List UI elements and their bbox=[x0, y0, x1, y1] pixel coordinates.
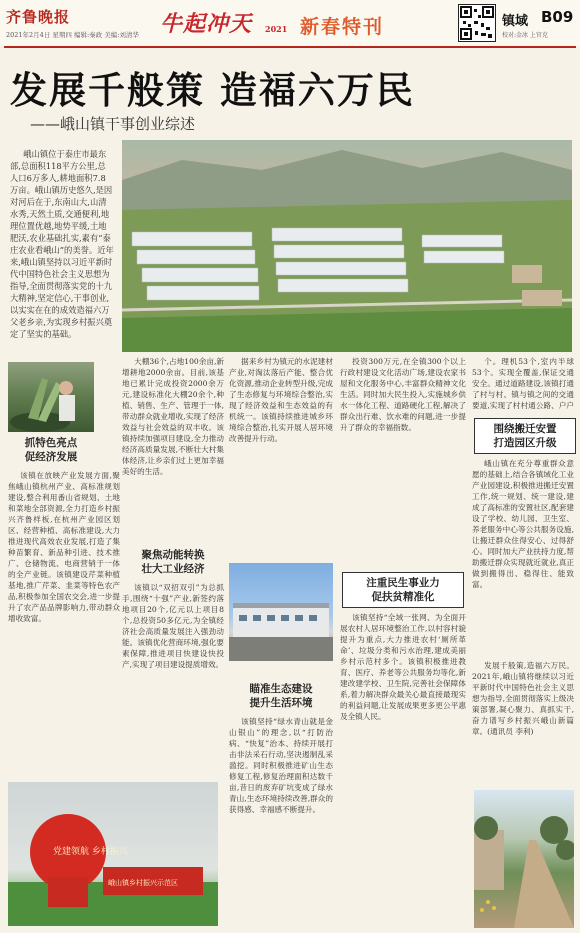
festival-banner bbox=[150, 3, 440, 43]
page-number: B09 bbox=[541, 8, 574, 26]
column5-text-middle: 峨山镇在充分尊重群众意愿的基础上,结合各镇域化工业产业园建设,积极推进搬迁安置工作,统一规划、统一建设,建成了高标准的安置社区,配套建设了学校、幼儿园、卫生室、养老服务中心等公共服务设施,让搬迁群众住得安心、过得舒心。同时加大产业扶持力度,帮助搬迁群众实现就近就业,真正做到搬得出、稳得住、能致富。 bbox=[472, 459, 574, 589]
column2-text-bottom: 该镇以“双招双引”为总抓手,围绕“十强”产业,新签约落地项目20个,亿元以上项目8个,总投资50多亿元,为全镇经济社会高质量发展注入强劲动能。该镇优化营商环境,强化要素保障,推进项目快建设快投产,实现了项目建设提质增效。 bbox=[122, 583, 224, 669]
column4-text-top: 投资300万元,在全镇300个以上行政村建设文化活动广场,建设农家书屋和文化服务中心,丰富群众精神文化生活。同时加大民生投入,实施城乡供水一体化工程、道路硬化工程,解决了群众出行难、饮水难的问题,进一步提升了群众的幸福指数。 bbox=[340, 357, 466, 432]
column3-text-bottom: 该镇坚持“绿水青山就是金山银山”的理念,以“打防治病、“快复”治本、持续开展打击非法采石行动,坚决遏制乱采滥挖。同时积极推进矿山生态修复工程,修复治理面积达数千亩,昔日的废弃矿坑变成了绿水青山,生态环境持续改善,群众的获得感、幸福感不断提升。 bbox=[229, 717, 333, 814]
sidebar-title-line1: 抓特色亮点 bbox=[24, 437, 78, 449]
article-intro: 峨山镇位于泰庄市最东部,总面积118平方公里,总人口6万多人,耕地面积7.8万亩。峨山镇历史悠久,是因对河后在于,东南山大,山清水秀,天然土质,交通便利,地理位置优越,地势平缓,土地肥沃,农业基础扎实,素有“泰庄农业看峨山”的美誉。近年来,峨山镇坚持以习近平新时代中国特色社会主义思想为指导,全面贯彻落实党的十九大精神,坚定信心,干事创业,以实实在在的成效造福六万父老乡亲,为实现乡村振兴奠定了坚实的基础。 bbox=[10, 149, 114, 339]
qr-code-icon bbox=[458, 4, 496, 42]
section-name: 镇域 bbox=[502, 14, 529, 29]
masthead bbox=[0, 0, 580, 46]
banner-year: 2021 bbox=[265, 24, 288, 34]
column1-text: 该镇在放映产业发展方面,聚焦峨山镇杭州产业、高标准规划建设,整合利用番山省规划、土地和菜地全部资源,全力打造乡村振兴齐鲁样板,在杭州产业园区划区、经营种植、高标准建设,大力推进现代高效农业发展,打造了集种苗繁育、新品种引进、技术推广、仓储物流、电商营销于一体的全产业链。该镇建设芹菜种植基地,推广芹菜、韭菜等特色农产品,积极参加全国农交会,进一步提升了农产品品牌影响力,带动群众增收致富。 bbox=[8, 471, 120, 623]
sidebar-title-featured-industry bbox=[8, 436, 94, 464]
banner-main: 牛起冲天 bbox=[160, 11, 253, 37]
banner-sub: 新春特刊 bbox=[300, 16, 385, 38]
masthead-rule bbox=[4, 46, 576, 48]
column3-text-top: 据来乡村为镇元的水泥建材产业,对淘汰落后产能、整合优化资源,推动企业转型升级,完成了生态修复与环境综合整治,实现了经济效益和生态效益的有机统一。该镇持续推进城乡环境综合整治,扎实开展人居环境改善提升行动。 bbox=[229, 357, 333, 443]
sidebar-title-line2: 壮大工业经济 bbox=[141, 563, 205, 575]
sidebar-title-line2: 打造园区升级 bbox=[493, 437, 557, 449]
sidebar-title-line1: 注重民生事业力 bbox=[366, 577, 440, 589]
column5-text-top: 个。理机53个,室内半球53个。实现全覆盖,保证交通安全。通过道路建设,该镇打通了村与村、镇与镇之间的交通要道,实现了村村通公路、户户 bbox=[472, 357, 574, 410]
column4-text-bottom: 该镇坚持“全域一张网、为全面开展农村人居环境整治工作,以村容村貌提升为重点,大力推进农村‘厕所革命’、垃圾分类和污水治理,建成美丽乡村示范村多个。该镇积极推进教育、医疗、养老等公共服务均等化,新建改建学校、卫生院,完善社会保障体系,着力解决群众最关心最直接最现实的利益问题,让发展成果更多更公平惠及全镇人民。 bbox=[340, 613, 466, 721]
column2-text-top: 大棚36个,占地100余亩,新增耕地2000余亩。目前,该基地已累计完成投资2000余万元,建设标准化大棚20余个,种植、销售、生产、管理于一体,带动群众就业增收,实现了经济效益与社会效益的双丰收。该镇持续加强项目建设,全力推动经济高质量发展,不断壮大村集体经济,让乡亲们过上更加幸福美好的生活。 bbox=[122, 357, 224, 476]
sidebar-title-line2: 促经济发展 bbox=[24, 451, 78, 463]
sidebar-title-relocation bbox=[474, 418, 576, 454]
sidebar-title-industry bbox=[122, 548, 224, 576]
sidebar-title-line1: 瞄准生态建设 bbox=[249, 683, 313, 695]
village-road-photo bbox=[474, 790, 574, 928]
celery-photo bbox=[8, 362, 94, 432]
greenhouse-aerial-photo bbox=[122, 140, 572, 352]
sidebar-title-line2: 提升生活环境 bbox=[249, 697, 313, 709]
factory-building-photo bbox=[229, 563, 333, 661]
sign-sub-text: 峨山镇乡村振兴示范区 bbox=[108, 879, 178, 887]
masthead-meta: 校对:金冰 上官克 bbox=[502, 32, 548, 39]
column1-spacer bbox=[98, 362, 118, 432]
dateline: 2021年2月4日 星期四 编辑:秦政 美编:刘清华 bbox=[6, 31, 139, 39]
column5-text-bottom: 发展千般策,造福六万民。2021年,峨山镇将继续以习近平新时代中国特色社会主义思想为指导,全面贯彻落实上级决策部署,凝心聚力、真抓实干,奋力谱写乡村振兴峨山新篇章。(通讯员 李利) bbox=[472, 661, 574, 736]
sidebar-title-ecology bbox=[229, 682, 333, 710]
sidebar-title-line1: 围绕搬迁安置 bbox=[493, 423, 557, 435]
sidebar-title-line2: 促扶贫精准化 bbox=[371, 591, 435, 603]
sign-text: 党建领航 乡村振兴 bbox=[53, 847, 128, 857]
newspaper-logo: 齐鲁晚报 bbox=[6, 8, 71, 26]
rural-revitalization-sign-photo bbox=[8, 782, 218, 926]
article-subhead: ——峨山镇干事创业综述 bbox=[30, 115, 196, 133]
article-headline: 发展千般策 造福六万民 bbox=[10, 69, 415, 112]
sidebar-title-livelihood bbox=[342, 572, 464, 608]
sidebar-title-line1: 聚焦动能转换 bbox=[141, 549, 205, 561]
